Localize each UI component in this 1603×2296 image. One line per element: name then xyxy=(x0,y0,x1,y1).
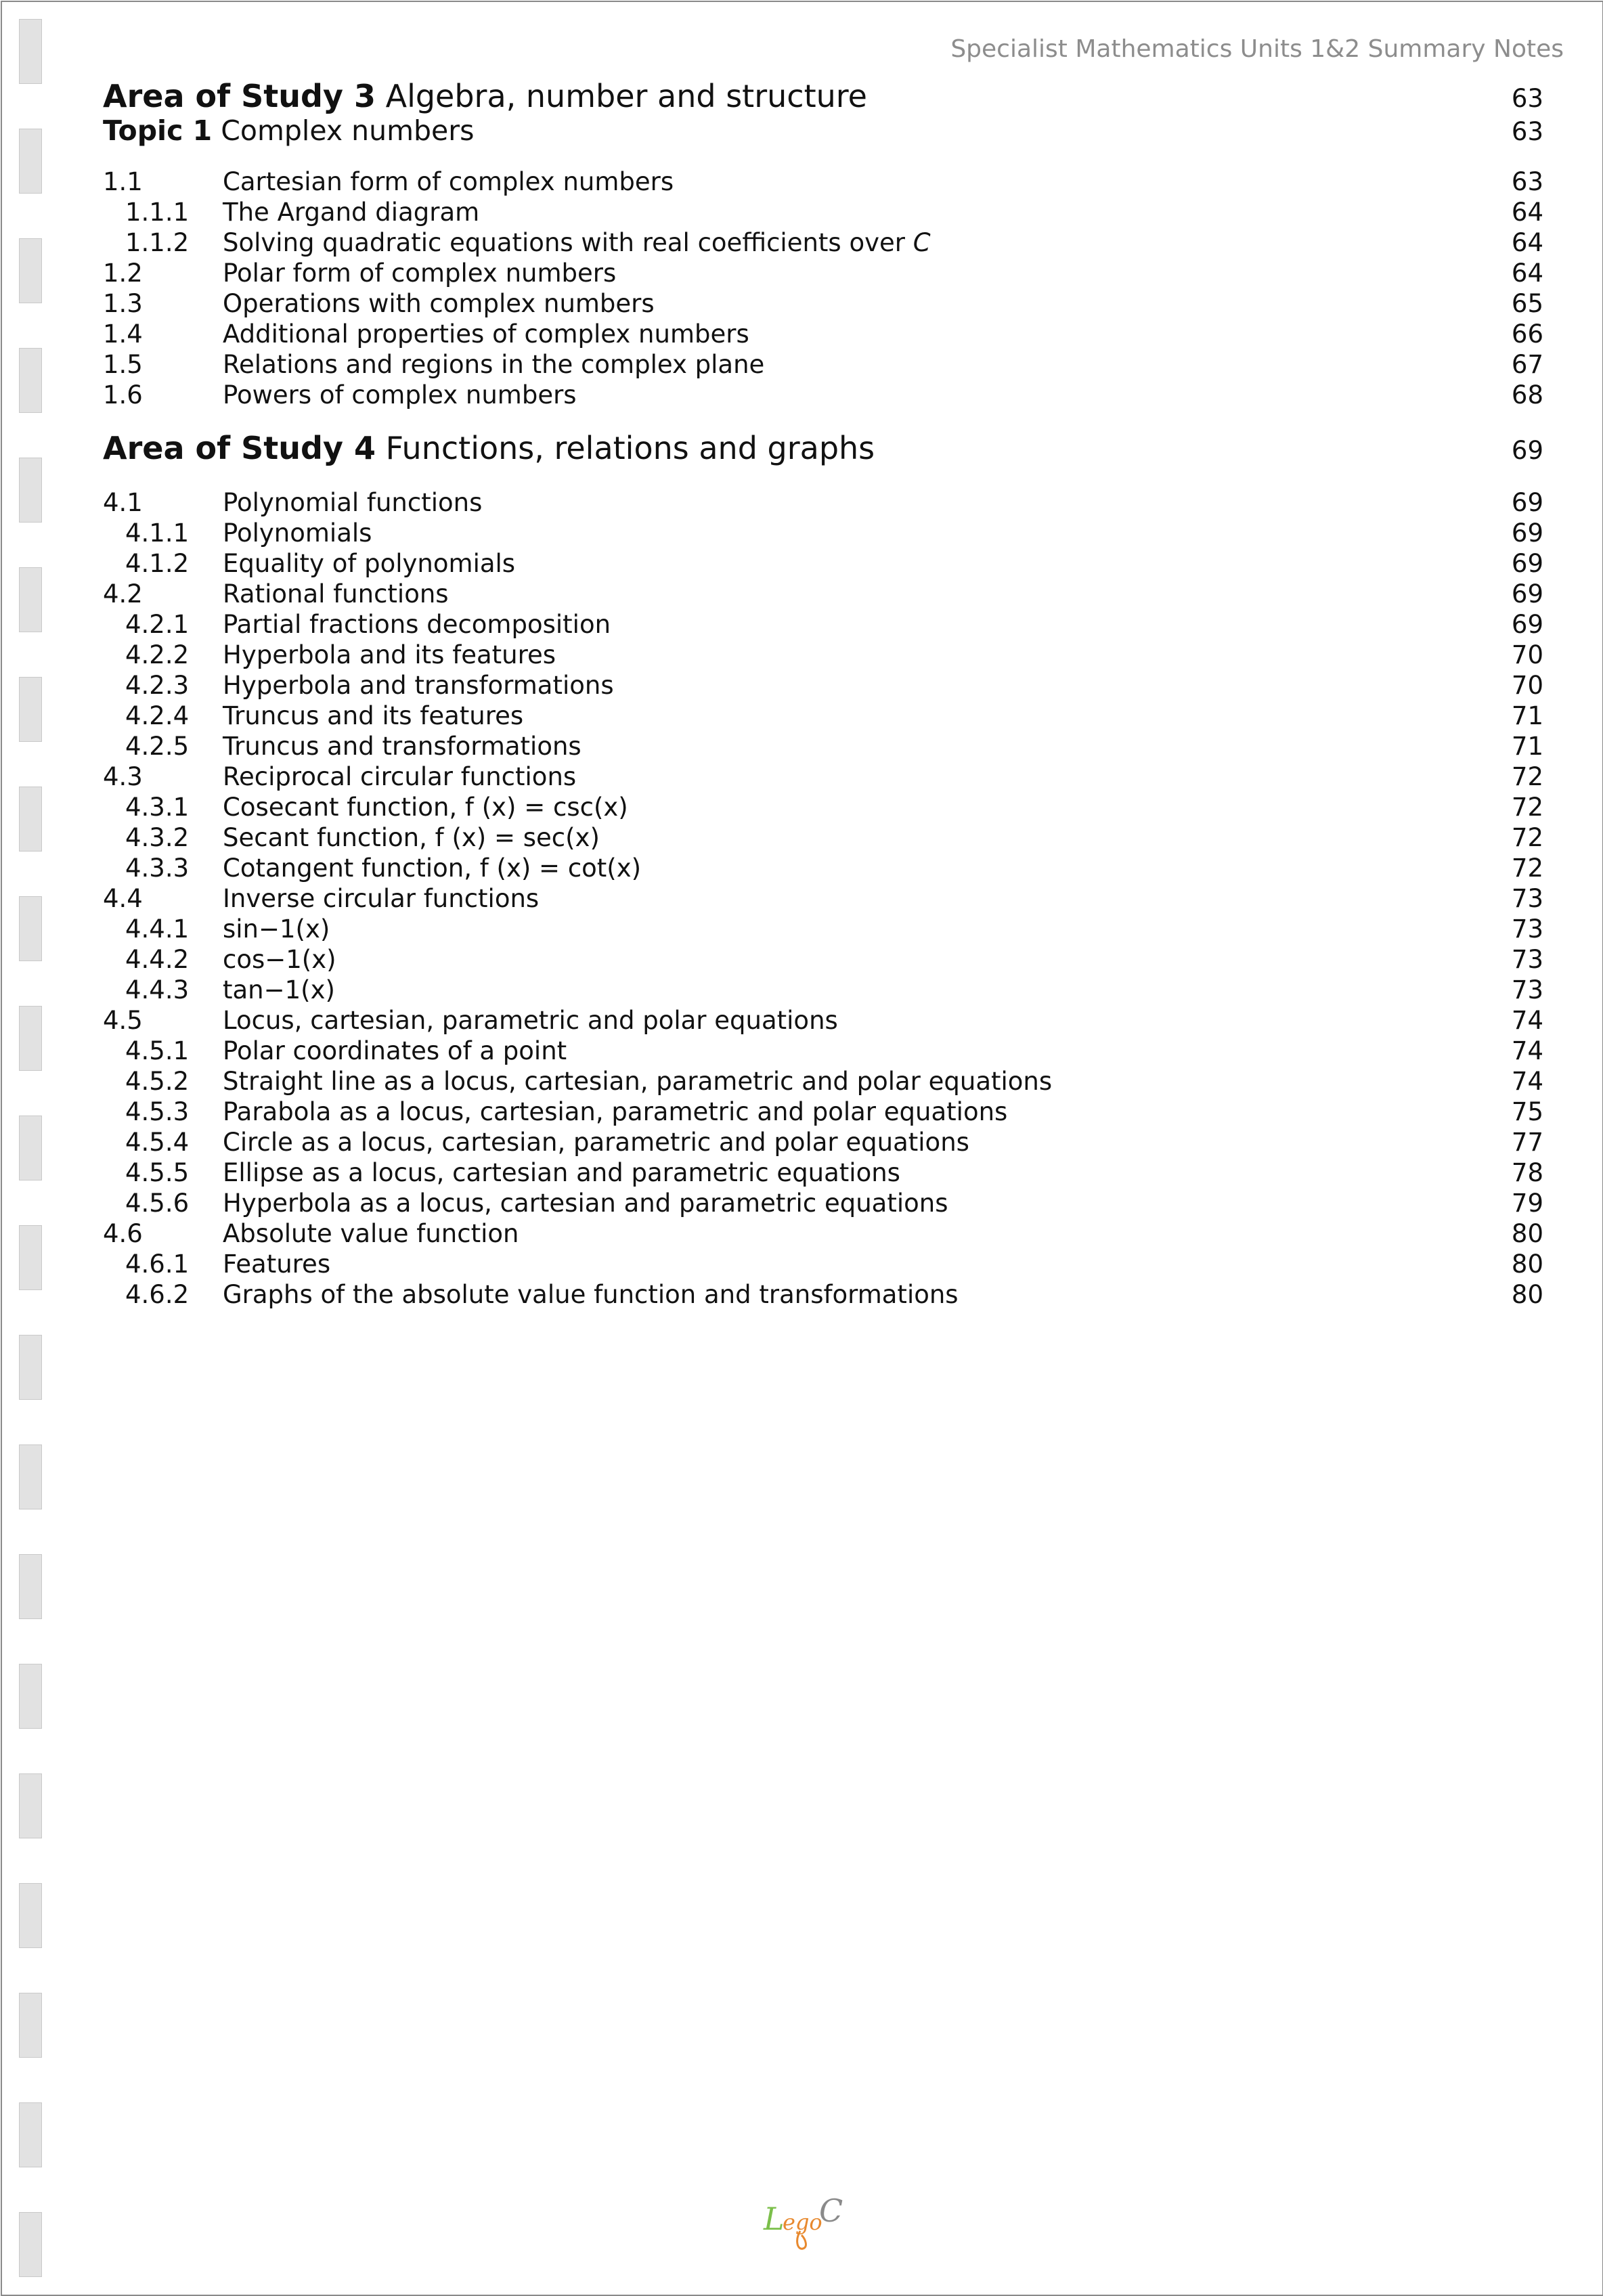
binding-hole xyxy=(19,348,42,413)
entry-number: 1.6 xyxy=(103,380,143,410)
page-number: 72 xyxy=(1511,854,1543,883)
entry-title-text: Circle as a locus, cartesian, parametric and polar equations xyxy=(223,1128,969,1157)
entry-title-text: Graphs of the absolute value function and transformations xyxy=(223,1280,959,1309)
entry-number: 4.5.2 xyxy=(125,1067,190,1096)
page-number: 70 xyxy=(1511,671,1543,700)
entry-number: 4.4.1 xyxy=(125,914,190,944)
entry-number: 4.5.4 xyxy=(125,1128,190,1157)
page-number: 63 xyxy=(1511,84,1543,113)
toc-entry[interactable] xyxy=(103,319,1543,349)
toc-entry[interactable] xyxy=(103,792,1543,822)
entry-title-text: Hyperbola as a locus, cartesian and parametric equations xyxy=(223,1189,948,1218)
entry-title xyxy=(223,197,479,227)
binding-hole xyxy=(19,2102,42,2167)
entry-title-text: Hyperbola and its features xyxy=(223,640,556,669)
entry-number: 4.6 xyxy=(103,1219,143,1248)
binding-hole xyxy=(19,1773,42,1838)
entry-title xyxy=(223,1218,519,1249)
entry-title xyxy=(223,288,655,319)
running-header: Specialist Mathematics Units 1&2 Summary Notes xyxy=(950,35,1564,63)
entry-title-text: Hyperbola and transformations xyxy=(223,671,614,700)
toc-entry[interactable] xyxy=(103,1127,1543,1157)
entry-title xyxy=(223,258,616,288)
toc-entry[interactable] xyxy=(103,258,1543,288)
page-number: 74 xyxy=(1511,1006,1543,1035)
toc-entry[interactable] xyxy=(103,761,1543,792)
page-number: 69 xyxy=(1511,610,1543,639)
entry-number: 4.4.3 xyxy=(125,975,190,1005)
toc-entry[interactable] xyxy=(103,609,1543,640)
toc-entry[interactable] xyxy=(103,197,1543,227)
area-title: Functions, relations and graphs xyxy=(385,430,875,466)
page-number: 71 xyxy=(1511,732,1543,761)
toc-entry[interactable] xyxy=(103,288,1543,319)
toc-entry[interactable] xyxy=(103,1097,1543,1127)
toc-entry[interactable] xyxy=(103,975,1543,1005)
entry-title xyxy=(223,1097,1007,1127)
entry-title-text: Polynomials xyxy=(223,518,372,548)
entry-title xyxy=(223,640,556,670)
toc-entry[interactable] xyxy=(103,548,1543,579)
page-number: 70 xyxy=(1511,640,1543,669)
entry-number: 4.2.2 xyxy=(125,640,190,669)
binding-hole xyxy=(19,19,42,84)
entry-number: 4.2.5 xyxy=(125,732,190,761)
entry-title xyxy=(223,1127,969,1157)
entry-number: 4.3.2 xyxy=(125,823,190,852)
page-number: 69 xyxy=(1511,436,1543,465)
entry-number: 4.5.6 xyxy=(125,1189,190,1218)
entry-number: 4.1 xyxy=(103,488,143,517)
entry-title-text: Additional properties of complex numbers xyxy=(223,319,749,349)
page-number: 69 xyxy=(1511,549,1543,578)
entry-title-text: Inverse circular functions xyxy=(223,884,540,913)
page-number: 74 xyxy=(1511,1036,1543,1065)
binding-hole xyxy=(19,1664,42,1729)
entry-title xyxy=(223,167,674,197)
entry-title xyxy=(223,487,482,518)
area-3-entries xyxy=(103,167,1543,410)
entry-title-text: Relations and regions in the complex plane xyxy=(223,350,765,379)
page-number: 80 xyxy=(1511,1280,1543,1309)
entry-title-text: Secant function, f (x) = sec(x) xyxy=(223,823,600,852)
toc-entry[interactable] xyxy=(103,883,1543,914)
entry-title-text: The Argand diagram xyxy=(223,198,480,227)
toc-entry[interactable] xyxy=(103,167,1543,197)
area-4-entries xyxy=(103,487,1543,1310)
binding-hole xyxy=(19,896,42,961)
page-number: 78 xyxy=(1511,1158,1543,1187)
entry-title-text: sin−1(x) xyxy=(223,914,330,944)
page-number: 74 xyxy=(1511,1067,1543,1096)
binding-hole xyxy=(19,567,42,632)
entry-title xyxy=(223,319,749,349)
entry-number: 1.1.1 xyxy=(125,198,190,227)
entry-number: 1.2 xyxy=(103,259,143,288)
binding-hole xyxy=(19,1335,42,1400)
toc-entry[interactable] xyxy=(103,487,1543,518)
page-number: 69 xyxy=(1511,579,1543,609)
toc-entry[interactable] xyxy=(103,640,1543,670)
table-of-contents xyxy=(103,79,1543,1310)
page-number: 69 xyxy=(1511,488,1543,517)
entry-title-text: Cartesian form of complex numbers xyxy=(223,167,674,196)
entry-number: 4.1.2 xyxy=(125,549,190,578)
entry-title-text: tan−1(x) xyxy=(223,975,335,1005)
entry-title xyxy=(223,548,515,579)
entry-number: 4.2.1 xyxy=(125,610,190,639)
page-number: 64 xyxy=(1511,228,1543,257)
entry-title xyxy=(223,670,614,701)
binding-hole xyxy=(19,1444,42,1509)
entry-number: 4.2.4 xyxy=(125,701,190,730)
entry-title xyxy=(223,914,330,944)
entry-title-text: Reciprocal circular functions xyxy=(223,762,577,791)
area-title: Algebra, number and structure xyxy=(385,78,867,114)
entry-title xyxy=(223,1249,330,1279)
page-number: 73 xyxy=(1511,945,1543,974)
toc-entry[interactable] xyxy=(103,518,1543,548)
svg-text:L: L xyxy=(764,2201,785,2237)
binding-holes xyxy=(0,0,47,2295)
page-number: 77 xyxy=(1511,1128,1543,1157)
entry-title xyxy=(223,579,449,609)
entry-number: 4.5.5 xyxy=(125,1158,190,1187)
area-label: Area of Study 4 xyxy=(103,430,376,466)
entry-number: 4.4.2 xyxy=(125,945,190,974)
binding-hole xyxy=(19,1993,42,2058)
area-label: Area of Study 3 xyxy=(103,78,376,114)
topic-label: Topic 1 xyxy=(103,114,213,147)
entry-title-text: Polar form of complex numbers xyxy=(223,259,617,288)
entry-number: 4.3.1 xyxy=(125,793,190,822)
entry-number: 4.3 xyxy=(103,762,143,791)
entry-number: 4.2 xyxy=(103,579,143,609)
binding-hole xyxy=(19,2212,42,2277)
binding-hole xyxy=(19,787,42,852)
page-number: 72 xyxy=(1511,762,1543,791)
toc-entry[interactable] xyxy=(103,914,1543,944)
topic-title: Complex numbers xyxy=(221,114,475,147)
svg-text:ego: ego xyxy=(783,2209,822,2235)
entry-title xyxy=(223,518,372,548)
entry-title-text: Rational functions xyxy=(223,579,449,609)
toc-entry[interactable] xyxy=(103,380,1543,410)
toc-entry[interactable] xyxy=(103,1036,1543,1066)
binding-hole xyxy=(19,1006,42,1071)
entry-title-text: Powers of complex numbers xyxy=(223,380,577,410)
toc-entry[interactable] xyxy=(103,822,1543,853)
page-number: 75 xyxy=(1511,1097,1543,1126)
page-number: 72 xyxy=(1511,793,1543,822)
binding-hole xyxy=(19,238,42,303)
topic-1-heading[interactable] xyxy=(103,114,1543,148)
entry-title-text: Polar coordinates of a point xyxy=(223,1036,567,1065)
entry-number: 1.1.2 xyxy=(125,228,190,257)
toc-entry[interactable] xyxy=(103,349,1543,380)
entry-title xyxy=(223,761,576,792)
entry-title xyxy=(223,975,335,1005)
toc-entry[interactable] xyxy=(103,1279,1543,1310)
entry-title-text: Ellipse as a locus, cartesian and parametric equations xyxy=(223,1158,900,1187)
page-number: 67 xyxy=(1511,350,1543,379)
entry-title xyxy=(223,1279,959,1310)
legoc-logo xyxy=(761,2192,849,2253)
page-number: 68 xyxy=(1511,380,1543,410)
toc-entry[interactable] xyxy=(103,701,1543,731)
entry-title xyxy=(223,1188,948,1218)
entry-title xyxy=(223,609,611,640)
entry-title-text: Partial fractions decomposition xyxy=(223,610,611,639)
entry-title xyxy=(223,1157,900,1188)
toc-entry[interactable] xyxy=(103,1249,1543,1279)
page-number: 64 xyxy=(1511,198,1543,227)
entry-title xyxy=(223,792,628,822)
toc-entry[interactable] xyxy=(103,1157,1543,1188)
entry-title-text: Features xyxy=(223,1250,331,1279)
entry-title xyxy=(223,1036,567,1066)
page-number: 63 xyxy=(1511,117,1543,146)
entry-title xyxy=(223,349,764,380)
entry-title xyxy=(223,380,577,410)
toc-entry[interactable] xyxy=(103,1218,1543,1249)
page-number: 66 xyxy=(1511,319,1543,349)
toc-entry[interactable] xyxy=(103,731,1543,761)
toc-entry[interactable] xyxy=(103,1066,1543,1097)
entry-number: 4.6.1 xyxy=(125,1250,190,1279)
page-number: 73 xyxy=(1511,884,1543,913)
toc-entry[interactable] xyxy=(103,1188,1543,1218)
entry-number: 1.3 xyxy=(103,289,143,318)
entry-title-text: Operations with complex numbers xyxy=(223,289,655,318)
entry-title-text: Cotangent function, f (x) = cot(x) xyxy=(223,854,642,883)
entry-title xyxy=(223,883,539,914)
entry-title xyxy=(223,1005,838,1036)
entry-title xyxy=(223,822,600,853)
page-number: 79 xyxy=(1511,1189,1543,1218)
entry-title-text: Truncus and its features xyxy=(223,701,524,730)
entry-number: 4.2.3 xyxy=(125,671,190,700)
page-number: 73 xyxy=(1511,975,1543,1005)
page-number: 64 xyxy=(1511,259,1543,288)
entry-title xyxy=(223,853,641,883)
entry-title-text: Parabola as a locus, cartesian, parametric and polar equations xyxy=(223,1097,1008,1126)
entry-number: 4.5 xyxy=(103,1006,143,1035)
page-number: 65 xyxy=(1511,289,1543,318)
toc-entry[interactable] xyxy=(103,853,1543,883)
entry-title-text: Cosecant function, f (x) = csc(x) xyxy=(223,793,628,822)
binding-hole xyxy=(19,1554,42,1619)
entry-number: 1.4 xyxy=(103,319,143,349)
toc-entry[interactable] xyxy=(103,944,1543,975)
entry-title xyxy=(223,1066,1052,1097)
entry-title xyxy=(223,227,931,258)
area-of-study-4-heading[interactable] xyxy=(103,430,1543,466)
page-number: 63 xyxy=(1511,167,1543,196)
entry-number: 4.3.3 xyxy=(125,854,190,883)
entry-title xyxy=(223,701,523,731)
entry-title-text: Truncus and transformations xyxy=(223,732,581,761)
page-number: 71 xyxy=(1511,701,1543,730)
toc-entry[interactable] xyxy=(103,1005,1543,1036)
entry-title-text: Polynomial functions xyxy=(223,488,483,517)
entry-number: 4.5.3 xyxy=(125,1097,190,1126)
binding-hole xyxy=(19,1116,42,1180)
entry-title-italic: C xyxy=(913,228,931,257)
entry-title xyxy=(223,944,336,975)
binding-hole xyxy=(19,677,42,742)
entry-title-text: Equality of polynomials xyxy=(223,549,516,578)
binding-hole xyxy=(19,129,42,194)
entry-title-text: Straight line as a locus, cartesian, parametric and polar equations xyxy=(223,1067,1053,1096)
entry-number: 4.5.1 xyxy=(125,1036,190,1065)
entry-title-text: cos−1(x) xyxy=(223,945,336,974)
area-of-study-3-heading[interactable] xyxy=(103,79,1543,114)
svg-text:C: C xyxy=(819,2192,843,2229)
entry-number: 1.1 xyxy=(103,167,143,196)
page-number: 80 xyxy=(1511,1250,1543,1279)
entry-title-text: Absolute value function xyxy=(223,1219,519,1248)
toc-entry[interactable] xyxy=(103,579,1543,609)
binding-hole xyxy=(19,1225,42,1290)
page-number: 72 xyxy=(1511,823,1543,852)
toc-entry[interactable] xyxy=(103,670,1543,701)
binding-hole xyxy=(19,1883,42,1948)
page-number: 80 xyxy=(1511,1219,1543,1248)
entry-title xyxy=(223,731,581,761)
page-number: 69 xyxy=(1511,518,1543,548)
binding-hole xyxy=(19,458,42,523)
entry-number: 4.4 xyxy=(103,884,143,913)
entry-number: 4.6.2 xyxy=(125,1280,190,1309)
page-number: 73 xyxy=(1511,914,1543,944)
toc-entry[interactable] xyxy=(103,227,1543,258)
entry-title-text: Solving quadratic equations with real coefficients over xyxy=(223,228,913,257)
entry-number: 4.1.1 xyxy=(125,518,190,548)
entry-title-text: Locus, cartesian, parametric and polar equations xyxy=(223,1006,838,1035)
entry-number: 1.5 xyxy=(103,350,143,379)
